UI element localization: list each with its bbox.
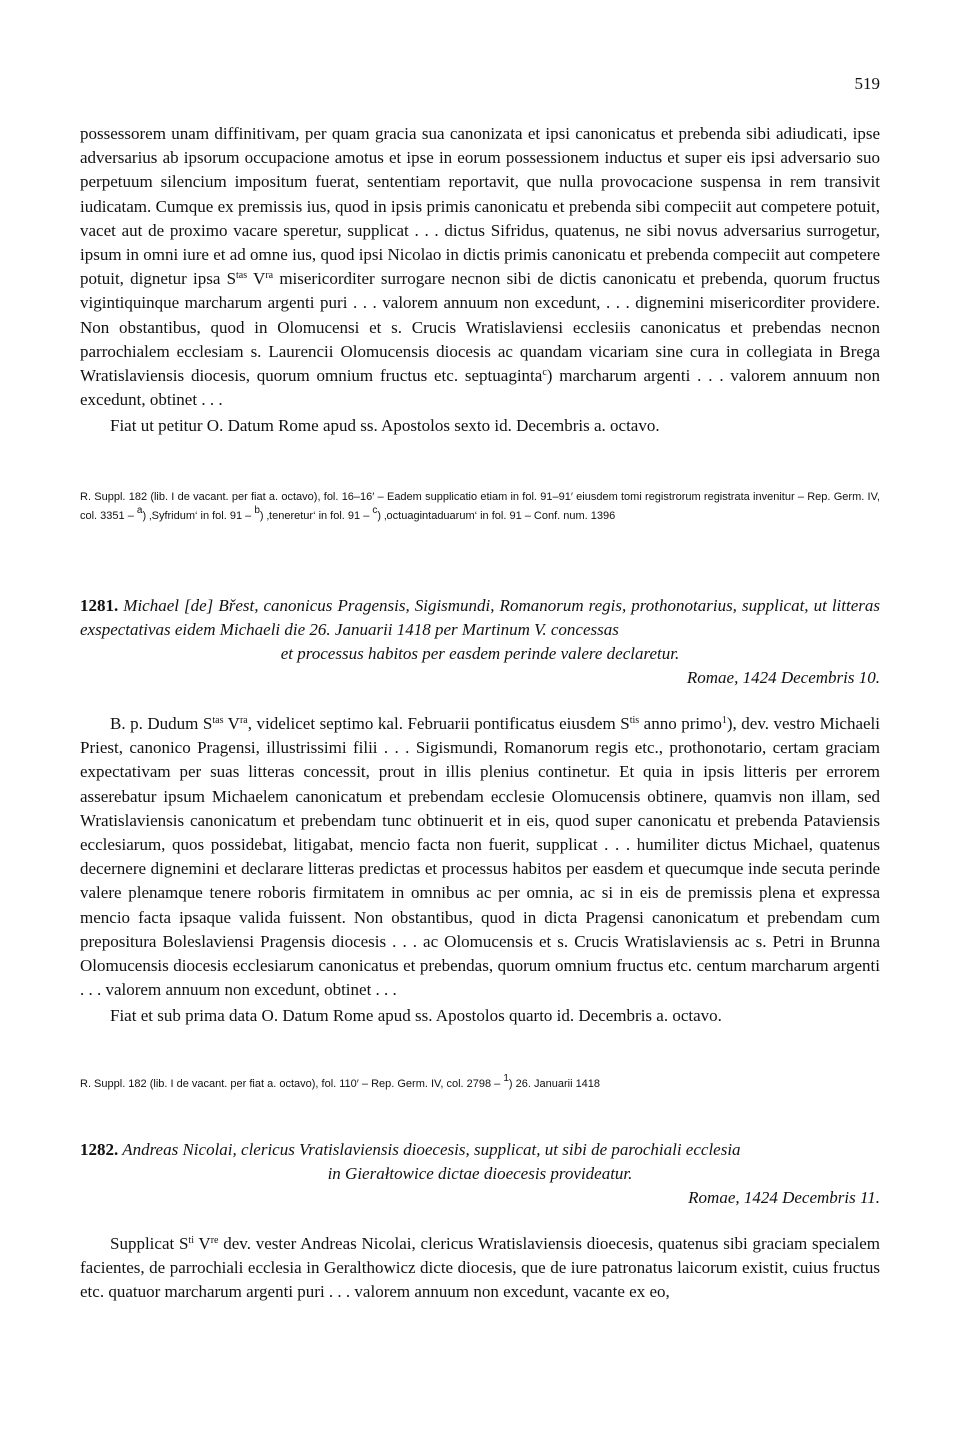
entry-title: Andreas Nicolai, clericus Vratislaviensis dioecesis, supplicat, ut sibi de parochiali ecclesia — [118, 1140, 741, 1159]
entry-date: Romae, 1424 Decembris 11. — [688, 1188, 880, 1207]
page-number: 519 — [854, 74, 880, 93]
entry-title-cont: in Gierałtowice dictae dioecesis provideatur. — [327, 1164, 633, 1183]
entry-1281-apparatus — [80, 1075, 880, 1094]
continuation-paragraph: possessorem unam diffinitivam, per quam gracia sua canonizata et ipsi canonicatus et prebenda sibi adiudicati, ipse adversarius ab ipsorum occupacione amotus et ipse in eorum possessionem inductus et super eis ipsi adversario suo perpetuum silencium impositum fuerat, sententiam reportavit, que nulla provocacione suspensa in rem transivit iudicatam. Cumque ex premissis ius, quod in ipsis primis canonicatu et prebenda sibi compeciit aut competere potuit, vacet aut de proximo vacare speretur, supplicat . . . dictus Sifridus, quatenus, ne sibi novus adversarius surrogetur, ipsum in omni iure et ad omne ius, quod ipsi Nicolao in dictis primis canonicatu et prebenda compeciit aut competere potuit, dignetur ipsa $S^{tas}$ $V^{ra}$ misericorditer surrogare necnon sibi de dictis canonicatu et prebenda, quorum fructus vigintiquinque marcharum argenti puri . . . valorem annuum non excedunt, . . . dignemini misericorditer providere. Non obstantibus, quod in Olomucensi et s. Crucis Wratislaviensi ecclesiis canonicatus et prebendas necnon parrochialem ecclesiam s. Laurencii Olomucensis diocesis ac quandam vicariam sine cura in collegiata in Brega Wratislaviensis diocesis, quorum omnium fructus etc. septuaginta$^c$) marcharum argenti . . . valorem annuum non excedunt, obtinet . . . — [80, 124, 880, 410]
apparatus-note: R. Suppl. 182 (lib. I de vacant. per fiat a. octavo), fol. 110′ – Rep. Germ. IV, col. 2798 – $^1$) 26. Januarii 1418 — [80, 1073, 601, 1090]
entry-date: Romae, 1424 Decembris 10. — [686, 668, 880, 687]
entry-1282-text: Supplicat $S^{ti}$ Vre dev. vester Andreas Nicolai, clericus Wratislaviensis dioecesis, quatenus sibi graciam specialem facientes, de parrochiali ecclesia in Geralthowicz dicte diocesis, que de iure patronatus laicorum existit, cuius fructus etc. quatuor marcharum argenti puri . . . valorem annuum non excedunt, vacante ex eo, — [80, 1234, 880, 1302]
entry-1282-title — [80, 1138, 880, 1162]
entry-1282-body — [80, 1232, 880, 1305]
entry-1281-title — [80, 594, 880, 642]
entry-1281-fiat: Fiat et sub prima data O. Datum Rome apud ss. Apostolos quarto id. Decembris a. octavo. — [110, 1006, 722, 1026]
entry-number: 1281. — [80, 596, 119, 615]
entry-1281-header — [80, 594, 880, 690]
entry-number: 1282. — [80, 1140, 119, 1159]
entry-1281-text: B. p. Dudum $S^{tas}$ $V^{ra}$, videlicet septimo kal. Februarii pontificatus eiusdem $S^{tis}$ anno primo$^1$), dev. vestro Michaeli Priest, canonico Pragensi, illustrissimi filii . . . Sigismundi, Romanorum regis etc., prothonotario, certam graciam expectativam per suas litteras concessit, prout in illis plenius continetur. Et quia in ipsis litteris per errorem asserebatur ipsum Michaelem canonicatum et prebendam ecclesie Olomucensis obtinere, quamvis non illam, sed Wratislaviensis canonicatum et prebendam tunc obtinuerit et in eis, quod super canonicatu et prebenda Pataviensis ecclesiarum, quos possidebat, litigabat, mencio facta non fuerit, supplicat . . . humiliter dictus Michael, quatenus decernere dignemini et declarare litteras predictas et processus habitos per easdem et quecumque inde secuta perinde valere plenamque tenere roboris firmitatem in omnibus ac per omnia, ac si in eis de premissis plena et expressa mencio facta ipsaque valida fuissent. Non obstantibus, quod in dicta Pragensi canonicatum et prebendam cum prepositura Boleslaviensi Pragensis diocesis . . . ac Olomucensis et s. Crucis Wratislaviensis ac s. Petri in Brunna Olomucensis diocesis ecclesiarum canonicatus et prebendas, quorum omnium fructus etc. centum marcharum argenti . . . valorem annuum non excedunt, obtinet . . . — [80, 714, 880, 1000]
continuation-apparatus — [80, 488, 880, 526]
entry-title-cont: et processus habitos per easdem perinde valere declaretur. — [280, 644, 680, 663]
entry-title: Michael [de] Břest, canonicus Pragensis, Sigismundi, Romanorum regis, prothonotarius, supplicat, ut litteras exspectativas eidem Michaeli die 26. Januarii 1418 per Martinum V. concessas — [80, 596, 880, 639]
continuation-text — [80, 122, 880, 439]
entry-1282-header — [80, 1138, 880, 1210]
entry-1281-body — [80, 712, 880, 1029]
apparatus-note: R. Suppl. 182 (lib. I de vacant. per fiat a. octavo), fol. 16–16′ – Eadem supplicatio etiam in fol. 91–91′ eiusdem tomi registrorum registrata invenitur – Rep. Germ. IV, col. 3351 – $^a$) ‚Syfridum‘ in fol. 91 – $^b$) ‚teneretur‘ in fol. 91 – $^c$) ‚octuagintaduarum‘ in fol. 91 – Conf. num. 1396 — [80, 491, 880, 522]
continuation-fiat: Fiat ut petitur O. Datum Rome apud ss. Apostolos sexto id. Decembris a. octavo. — [110, 416, 660, 436]
